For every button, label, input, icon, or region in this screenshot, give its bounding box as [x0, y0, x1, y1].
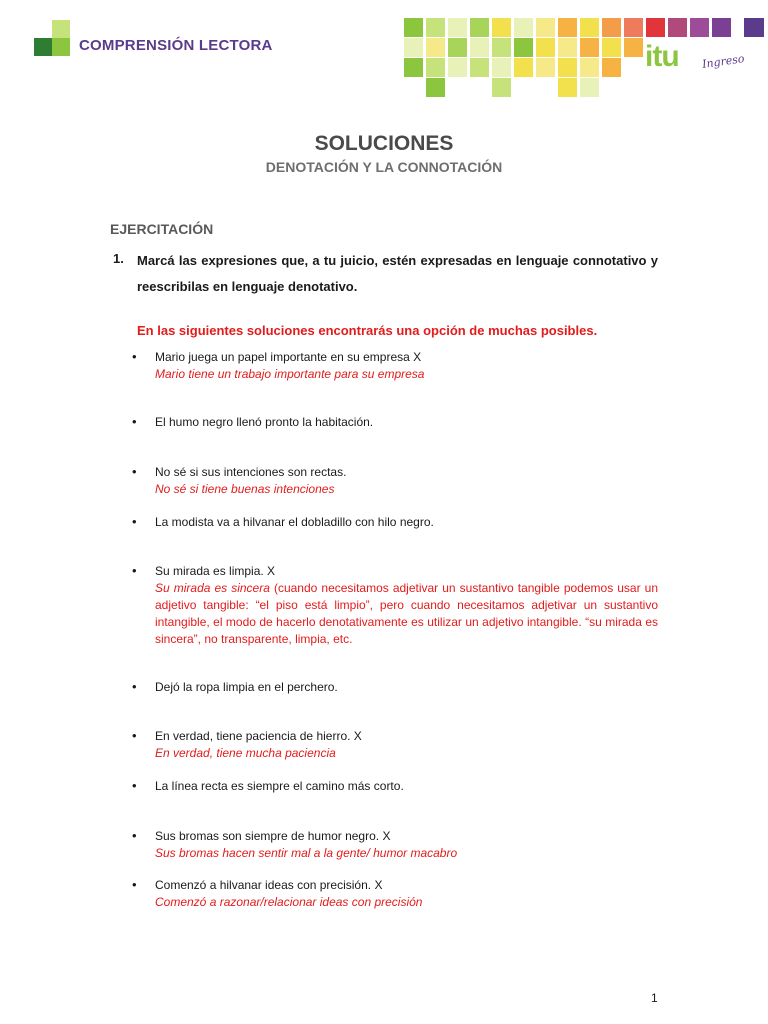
section-title: COMPRENSIÓN LECTORA [79, 37, 273, 54]
list-item [132, 778, 658, 795]
section-logo-icon [34, 18, 74, 58]
list-item [132, 679, 658, 696]
expression-text: Su mirada es limpia. X [155, 564, 276, 578]
bullet-icon: • [132, 349, 137, 364]
expression-text: Mario juega un papel importante en su empresa X [155, 350, 422, 364]
answer-explanation: (cuando necesitamos adjetivar un sustantivo tangible podemos usar un adjetivo tangible: “el piso está limpio”, pero cuando necesitamos adjetivar un sustantivo intangible, el modo de hacerlo denotativamente es utilizar un adjetivo intangible. “su mirada es sincera”, no transparente, limpia, etc. [155, 581, 659, 646]
expression-text: Dejó la ropa limpia en el perchero. [155, 680, 338, 694]
page-title: SOLUCIONES [314, 132, 454, 155]
list-item [132, 464, 658, 498]
list-item [132, 563, 658, 648]
answer-text: Sus bromas hacen sentir mal a la gente/ humor macabro [155, 846, 458, 860]
expression-text: Sus bromas son siempre de humor negro. X [155, 829, 391, 843]
answer-paragraph [155, 580, 658, 648]
bullet-icon: • [132, 778, 137, 793]
answer-text: En verdad, tiene mucha paciencia [155, 746, 336, 760]
brand-logo: itu [645, 40, 679, 73]
list-item [132, 349, 658, 383]
expression-text: El humo negro llenó pronto la habitación. [155, 415, 374, 429]
expression-text: La línea recta es siempre el camino más corto. [155, 779, 404, 793]
bullet-icon: • [132, 563, 137, 578]
answer-text: No sé si tiene buenas intenciones [155, 482, 335, 496]
bullet-icon: • [132, 728, 137, 743]
bullet-icon: • [132, 464, 137, 479]
answer-text: Mario tiene un trabajo importante para su empresa [155, 367, 425, 381]
expression-text: En verdad, tiene paciencia de hierro. X [155, 729, 362, 743]
bullet-icon: • [132, 514, 137, 529]
list-item [132, 514, 658, 531]
list-item [132, 877, 658, 911]
list-item [132, 728, 658, 762]
expression-text: Comenzó a hilvanar ideas con precisión. X [155, 878, 383, 892]
question-text: Marcá las expresiones que, a tu juicio, estén expresadas en lenguaje connotativo y reescribilas en lenguaje denotativo. [137, 253, 658, 294]
solutions-note: En las siguientes soluciones encontrarás una opción de muchas posibles. [137, 323, 598, 338]
question-number: 1. [113, 251, 124, 266]
list-item [132, 828, 658, 862]
page-number: 1 [651, 991, 658, 1005]
bullet-icon: • [132, 877, 137, 892]
section-heading: EJERCITACIÓN [110, 221, 214, 237]
list-item [132, 414, 658, 431]
expression-text: La modista va a hilvanar el dobladillo con hilo negro. [155, 515, 434, 529]
bullet-icon: • [132, 679, 137, 694]
bullet-icon: • [132, 414, 137, 429]
bullet-icon: • [132, 828, 137, 843]
expression-text: No sé si sus intenciones son rectas. [155, 465, 347, 479]
answer-text: Su mirada es sincera [155, 581, 270, 595]
answer-text: Comenzó a razonar/relacionar ideas con precisión [155, 895, 423, 909]
page-subtitle: DENOTACIÓN Y LA CONNOTACIÓN [265, 159, 503, 175]
brand-subtitle: Ingreso [701, 52, 746, 71]
